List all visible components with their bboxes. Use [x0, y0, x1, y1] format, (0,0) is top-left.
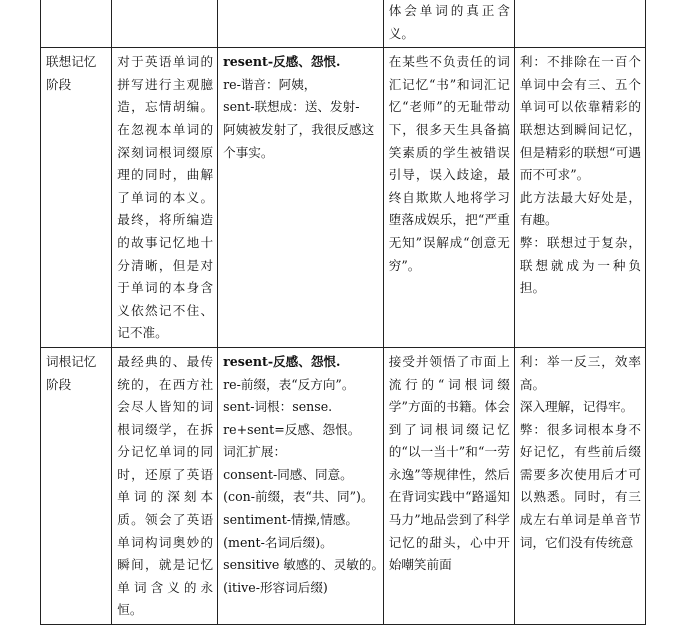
stage-cell: 词根记忆阶段	[41, 347, 112, 624]
example-cell	[218, 48, 384, 348]
description-cell: 对于英语单词的拼写进行主观臆造，忘情胡编。在忽视本单词的深刻词根词缀原理的同时，曲解了单词的本义。最终，将所编造的故事记忆地十分清晰，但是对于单词的本身含义依然记不住、记不准。	[112, 48, 218, 348]
example-line: sent-词根：sense.	[223, 399, 333, 415]
table-row	[41, 48, 646, 348]
problem-cell: 体会单词的真正含义。	[383, 0, 514, 48]
example-line: sensitive 敏感的、灵敏的。	[223, 557, 385, 573]
description-cell: 最经典的、最传统的，在西方社会尽人皆知的词根词缀学，在拆分记忆单词的同时，还原了英语单词的深刻本质。领会了英语单词构词奥妙的瞬间，就是记忆单词含义的永恒。	[112, 347, 218, 624]
table-row	[41, 0, 646, 48]
example-line: re-谐音：阿姨，	[223, 76, 317, 92]
evaluation-line: 利：不排除在一百个单词中会有三、五个单词可以依靠精彩的联想达到瞬间记忆，但是精彩的联想“可遇而不可求”。	[519, 54, 641, 183]
stage-cell	[41, 0, 112, 48]
problem-cell: 接受并领悟了市面上流行的“词根词缀学”方面的书籍。体会到了词根词缀记忆的“以一当十”和“一劳永逸”等规律性，然后在背词实践中“路遥知马力”地品尝到了科学记忆的甜头，心中开始嘲笑前面	[383, 347, 514, 624]
table-row	[41, 347, 646, 624]
example-line: sent-联想成：送、发射-	[223, 99, 360, 115]
example-line: (con-前缀，表“共、同”)。	[223, 489, 374, 505]
example-line: 词汇扩展：	[223, 444, 287, 460]
evaluation-line: 弊：很多词根本身不好记忆，有些前后缀需要多次使用后才可以熟悉。同时，有三成左右单词是单音节词，它们没有传统意	[519, 421, 641, 550]
evaluation-line: 利：举一反三，效率高。	[519, 353, 641, 392]
example-line: (ment-名词后缀)。	[223, 534, 333, 550]
evaluation-cell	[514, 0, 645, 48]
evaluation-line: 弊：联想过于复杂，联想就成为一种负担。	[519, 234, 641, 296]
example-line: consent-同感、同意。	[223, 466, 353, 482]
example-line: resent-反感、怨恨.	[223, 54, 341, 70]
example-line: 阿姨被发射了，我很反感这个事实。	[223, 121, 375, 160]
example-cell	[218, 347, 384, 624]
evaluation-cell	[514, 48, 645, 348]
example-line: (itive-形容词后缀)	[223, 579, 328, 595]
comparison-table	[40, 0, 646, 625]
evaluation-line: 此方法最大好处是，有趣。	[519, 189, 641, 228]
example-line: re-前缀，表“反方向”。	[223, 376, 355, 392]
example-line: sentiment-情操,情感。	[223, 512, 359, 528]
description-cell	[112, 0, 218, 48]
evaluation-cell	[514, 347, 645, 624]
example-cell	[218, 0, 384, 48]
example-line: re+sent=反感、怨恨。	[223, 421, 361, 437]
evaluation-line: 深入理解，记得牢。	[519, 399, 634, 415]
stage-cell: 联想记忆阶段	[41, 48, 112, 348]
example-line: resent-反感、怨恨.	[223, 353, 341, 369]
problem-cell: 在某些不负责任的词汇记忆“书”和词汇记忆“老师”的无耻带动下，很多天生具备搞笑素质的学生被错误引导，误入歧途，最终自欺欺人地将学习堕落成娱乐，把“严重无知”误解成“创意无穷”。	[383, 48, 514, 348]
